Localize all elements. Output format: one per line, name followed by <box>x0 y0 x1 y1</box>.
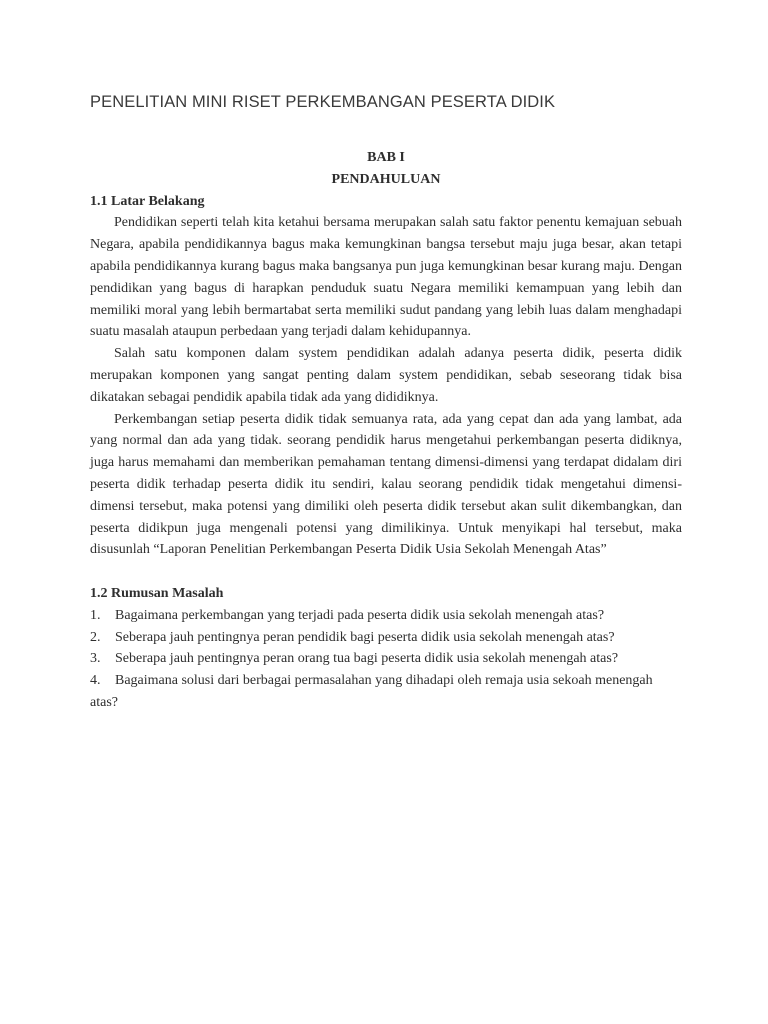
list-item-text: Seberapa jauh pentingnya peran orang tua bagi peserta didik usia sekolah menengah atas? <box>115 651 619 667</box>
list-item <box>90 648 682 670</box>
document-title: PENELITIAN MINI RISET PERKEMBANGAN PESERTA DIDIK <box>90 93 556 111</box>
list-item-text: Bagaimana perkembangan yang terjadi pada peserta didik usia sekolah menengah atas? <box>115 607 605 623</box>
document-body <box>90 147 682 714</box>
paragraph: Perkembangan setiap peserta didik tidak semuanya rata, ada yang cepat dan ada yang lambat, ada yang normal dan ada yang tidak. seorang pendidik harus mengetahui perkembangan peserta didiknya, juga harus memahami dan memberikan pemahaman tentang dimensi-dimensi yang terdapat didalam diri peserta didik terhadap peserta didik itu sendiri, kalau seorang pendidik tidak mengetahui dimensi-dimensi tersebut, maka potensi yang dimiliki oleh peserta didik tersebut akan sulit dikembangkan, dan peserta didikpun juga mengenali potensi yang dimilikinya. Untuk menyikapi hal tersebut, maka disusunlah “Laporan Penelitian Perkembangan Peserta Didik Usia Sekolah Menengah Atas” <box>90 411 682 558</box>
list-item-text: Bagaimana solusi dari berbagai permasalahan yang dihadapi oleh remaja usia sekoah menengah atas? <box>90 673 653 710</box>
section-heading-rumusan-masalah: 1.2 Rumusan Masalah <box>90 585 224 601</box>
list-item-text: Seberapa jauh pentingnya peran pendidik bagi peserta didik usia sekolah menengah atas? <box>115 629 615 645</box>
chapter-number: BAB I <box>367 150 405 165</box>
list-item <box>90 627 682 649</box>
paragraph: Pendidikan seperti telah kita ketahui bersama merupakan salah satu faktor penentu kemajuan sebuah Negara, apabila pendidikannya bagus maka kemungkinan bangsa tersebut maju juga besar, akan tetapi apabila pendidikannya kurang bagus maka bangsanya pun juga kemungkinan besar kurang maju. Dengan pendidikan yang bagus di harapkan penduduk suatu Negara memiliki kemampuan yang lebih dan memiliki moral yang lebih bermartabat serta memiliki sudut pandang yang lebih luas dalam menghadapi suatu masalah ataupun perbedaan yang terjadi dalam kehidupannya. <box>90 215 682 340</box>
list-item-number: 4. <box>90 673 101 689</box>
problem-list <box>90 605 682 714</box>
section-heading-latar-belakang: 1.1 Latar Belakang <box>90 193 205 209</box>
list-item-number: 2. <box>90 629 101 645</box>
list-item <box>90 670 682 714</box>
chapter-title: PENDAHULUAN <box>331 171 441 187</box>
list-item <box>90 605 682 627</box>
list-item-number: 1. <box>90 607 101 623</box>
spacer <box>90 561 682 583</box>
list-item-number: 3. <box>90 651 101 667</box>
paragraph: Salah satu komponen dalam system pendidikan adalah adanya peserta didik, peserta didik merupakan komponen yang sangat penting dalam system pendidikan, sebab seseorang tidak bisa dikatakan sebagai pendidik apabila tidak ada yang dididiknya. <box>90 346 682 405</box>
